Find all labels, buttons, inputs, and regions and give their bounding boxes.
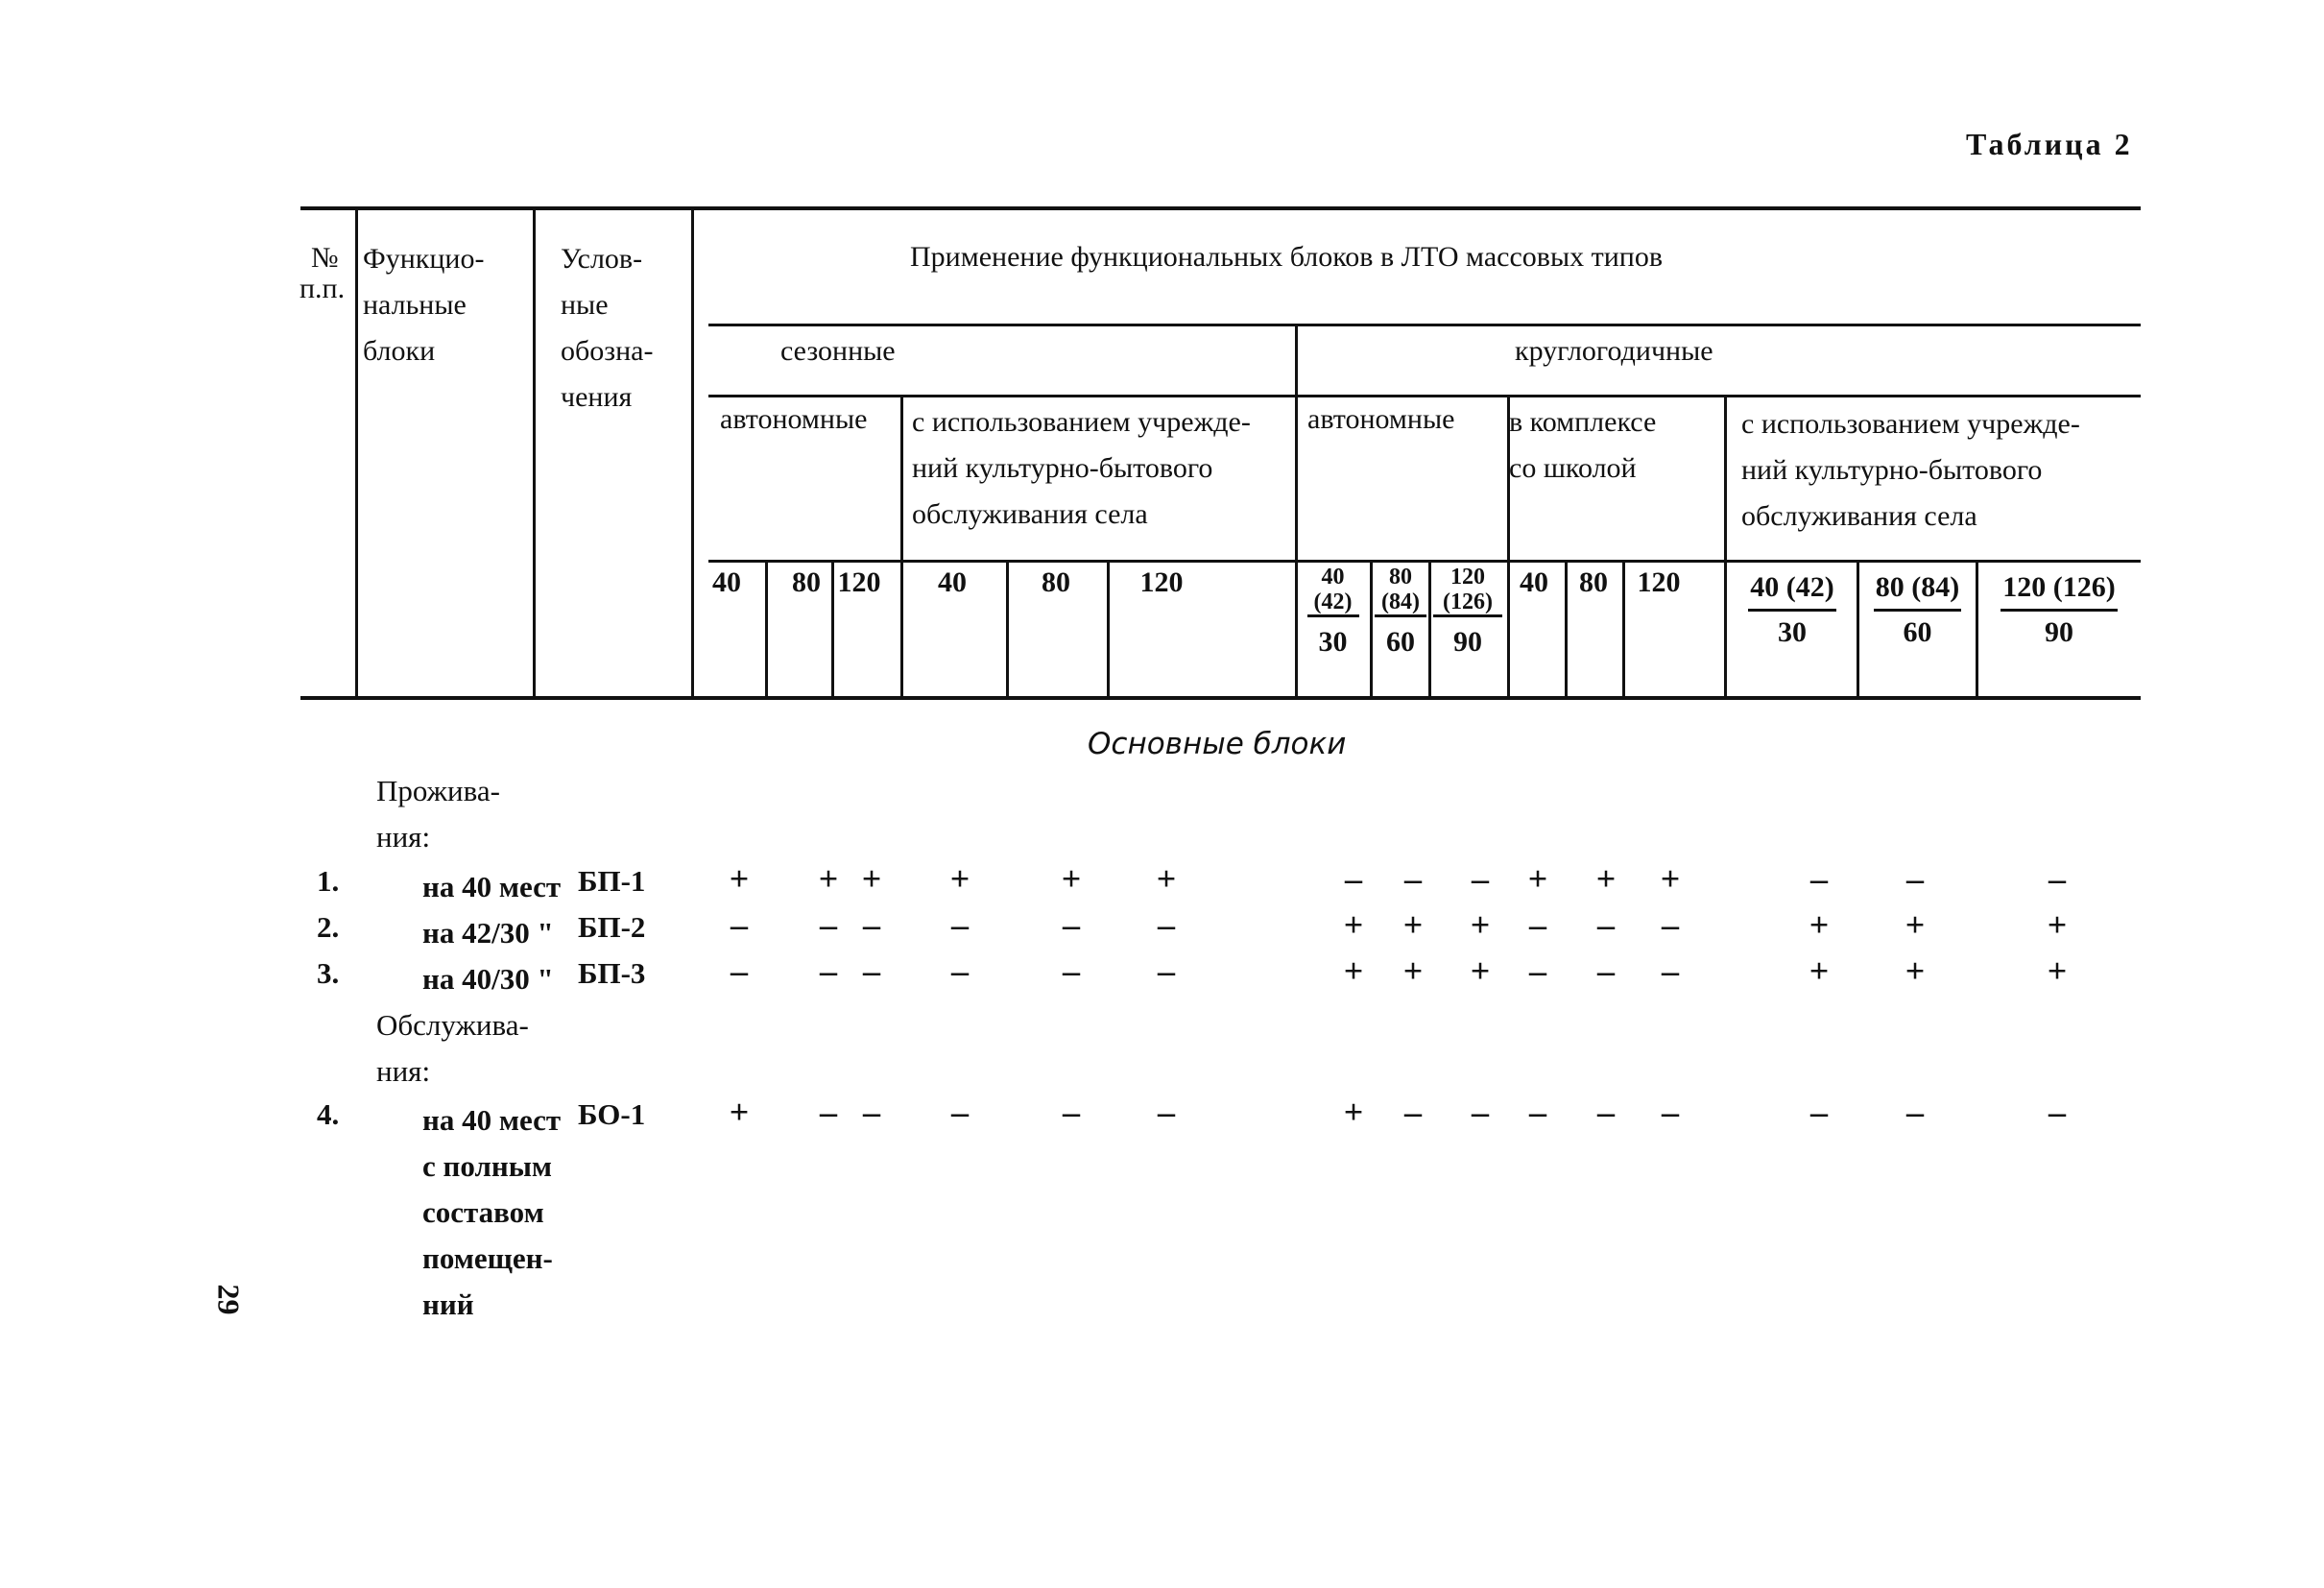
- dash-mark: –: [1662, 951, 1679, 990]
- dash-mark: –: [951, 1093, 969, 1131]
- seasonal-institutions-header: с использованием учрежде- ний культурно-бытового обслуживания села: [912, 406, 1251, 530]
- dash-mark: –: [1529, 905, 1546, 944]
- plus-mark: +: [1343, 1093, 1364, 1131]
- cap-year-school-80: 80: [1579, 566, 1608, 598]
- cap-seasonal-inst-120: 120: [1139, 566, 1184, 598]
- dash-mark: –: [731, 951, 748, 990]
- row-label: [422, 910, 554, 956]
- col-blocks-header: Функцио- нальные блоки: [363, 243, 485, 367]
- dash-mark: –: [1063, 951, 1080, 990]
- vline-cap: [1622, 560, 1625, 698]
- cap-seasonal-inst-80: 80: [1042, 566, 1070, 598]
- cap-year-inst-120: $\frac{120 (126)}{90}$: [1978, 566, 2140, 654]
- dash-mark: –: [1597, 951, 1615, 990]
- dash-mark: –: [951, 905, 969, 944]
- plus-mark: +: [2047, 951, 2068, 990]
- dash-mark: –: [1810, 859, 1828, 898]
- plus-mark: +: [729, 859, 750, 898]
- plus-mark: +: [1402, 951, 1424, 990]
- dash-mark: –: [1158, 905, 1175, 944]
- row-code: БП-2: [578, 910, 646, 944]
- dash-mark: –: [863, 905, 880, 944]
- page-number: 29: [211, 1284, 247, 1315]
- row-number: 3.: [317, 956, 340, 990]
- cap-seasonal-auto-120: 120: [837, 566, 881, 598]
- plus-mark: +: [1343, 951, 1364, 990]
- row-code: БП-3: [578, 956, 646, 990]
- year-school-header: в комплексе со школой: [1509, 406, 1657, 484]
- cap-year-auto-120: 120 (126) 90: [1430, 565, 1505, 663]
- dash-mark: –: [1404, 859, 1422, 898]
- dash-mark: –: [1063, 1093, 1080, 1131]
- row-label-line: помещен-: [422, 1241, 553, 1275]
- vline-seasonal-auto-inst: [900, 395, 903, 698]
- row-number: 2.: [317, 910, 340, 944]
- dash-mark: –: [1063, 905, 1080, 944]
- row-label-line: на 40/30 ": [422, 962, 554, 996]
- plus-mark: +: [1809, 905, 1830, 944]
- cap-year-inst-40: $\frac{40 (42)}{30}$: [1728, 566, 1857, 654]
- row-label-line: на 40 мест: [422, 870, 562, 903]
- plus-mark: +: [949, 859, 970, 898]
- application-header: Применение функциональных блоков в ЛТО массовых типов: [910, 241, 1663, 273]
- dash-mark: –: [1345, 859, 1362, 898]
- row-number: 4.: [317, 1097, 340, 1131]
- dash-mark: –: [1597, 1093, 1615, 1131]
- dash-mark: –: [1472, 859, 1489, 898]
- col-no-header: № п.п.: [299, 242, 346, 304]
- table-header-bottom-rule: [300, 696, 2141, 700]
- row-label: [422, 1097, 561, 1328]
- dash-mark: –: [731, 905, 748, 944]
- cap-seasonal-auto-80: 80: [792, 566, 821, 598]
- table-caption: Таблица 2: [1966, 127, 2133, 161]
- vline-cap: [1107, 560, 1110, 698]
- row-code: БП-1: [578, 864, 646, 898]
- plus-mark: +: [1470, 951, 1491, 990]
- plus-mark: +: [1156, 859, 1177, 898]
- year-institutions-header: с использованием учрежде- ний культурно-бытового обслуживания села: [1741, 408, 2080, 532]
- rule-under-season: [708, 395, 2141, 397]
- plus-mark: +: [1660, 859, 1681, 898]
- plus-mark: +: [2047, 905, 2068, 944]
- vline-no: [355, 208, 358, 696]
- seasonal-autonomous-header: автономные: [720, 403, 868, 435]
- dash-mark: –: [1529, 1093, 1546, 1131]
- plus-mark: +: [1470, 905, 1491, 944]
- year-round-header: круглогодичные: [1515, 335, 1713, 367]
- vline-cap: [1006, 560, 1009, 698]
- vline-year-school-inst: [1724, 395, 1727, 698]
- vline-cap: [765, 560, 768, 698]
- section-title: Основные блоки: [1088, 727, 1347, 761]
- row-label-line: составом: [422, 1195, 544, 1229]
- vline-blocks: [533, 208, 536, 696]
- group-living: Прожива- ния:: [376, 774, 500, 854]
- dash-mark: –: [1810, 1093, 1828, 1131]
- dash-mark: –: [951, 951, 969, 990]
- plus-mark: +: [1061, 859, 1082, 898]
- table-top-rule: [300, 206, 2141, 210]
- dash-mark: –: [1662, 905, 1679, 944]
- plus-mark: +: [1343, 905, 1364, 944]
- rule-under-subtypes: [708, 560, 2141, 563]
- plus-mark: +: [1905, 905, 1926, 944]
- rule-under-application: [708, 324, 2141, 326]
- cap-year-school-120: 120: [1637, 566, 1681, 598]
- dash-mark: –: [2048, 859, 2066, 898]
- cap-year-auto-40: 40 (42) 30: [1296, 565, 1370, 663]
- plus-mark: +: [1402, 905, 1424, 944]
- dash-mark: –: [1472, 1093, 1489, 1131]
- dash-mark: –: [1662, 1093, 1679, 1131]
- col-symbols-header: Услов- ные обозна- чения: [561, 243, 654, 413]
- dash-mark: –: [820, 1093, 837, 1131]
- dash-mark: –: [1906, 1093, 1924, 1131]
- plus-mark: +: [1527, 859, 1548, 898]
- dash-mark: –: [1597, 905, 1615, 944]
- cap-seasonal-auto-40: 40: [712, 566, 741, 598]
- dash-mark: –: [2048, 1093, 2066, 1131]
- cap-year-auto-80: 80 (84) 60: [1373, 565, 1428, 663]
- row-label-line: на 42/30 ": [422, 916, 554, 950]
- dash-mark: –: [820, 951, 837, 990]
- plus-mark: +: [729, 1093, 750, 1131]
- plus-mark: +: [1905, 951, 1926, 990]
- group-service: Обслужива- ния:: [376, 1008, 529, 1088]
- row-label: [422, 864, 561, 910]
- cap-seasonal-inst-40: 40: [938, 566, 967, 598]
- plus-mark: +: [818, 859, 839, 898]
- vline-cap: [1565, 560, 1568, 698]
- dash-mark: –: [863, 1093, 880, 1131]
- dash-mark: –: [1404, 1093, 1422, 1131]
- dash-mark: –: [1529, 951, 1546, 990]
- dash-mark: –: [1158, 1093, 1175, 1131]
- row-label: [422, 956, 554, 1002]
- cap-year-school-40: 40: [1520, 566, 1548, 598]
- row-code: БО-1: [578, 1097, 646, 1131]
- row-label-line: ний: [422, 1287, 474, 1321]
- plus-mark: +: [1595, 859, 1617, 898]
- vline-cap: [831, 560, 834, 698]
- vline-symbols: [691, 208, 694, 698]
- dash-mark: –: [1158, 951, 1175, 990]
- dash-mark: –: [863, 951, 880, 990]
- plus-mark: +: [861, 859, 882, 898]
- dash-mark: –: [820, 905, 837, 944]
- row-label-line: с полным: [422, 1149, 553, 1183]
- plus-mark: +: [1809, 951, 1830, 990]
- dash-mark: –: [1906, 859, 1924, 898]
- year-autonomous-header: автономные: [1307, 403, 1455, 435]
- row-label-line: на 40 мест: [422, 1103, 562, 1137]
- seasonal-header: сезонные: [780, 335, 896, 367]
- row-number: 1.: [317, 864, 340, 898]
- cap-year-inst-80: $\frac{80 (84)}{60}$: [1859, 566, 1976, 654]
